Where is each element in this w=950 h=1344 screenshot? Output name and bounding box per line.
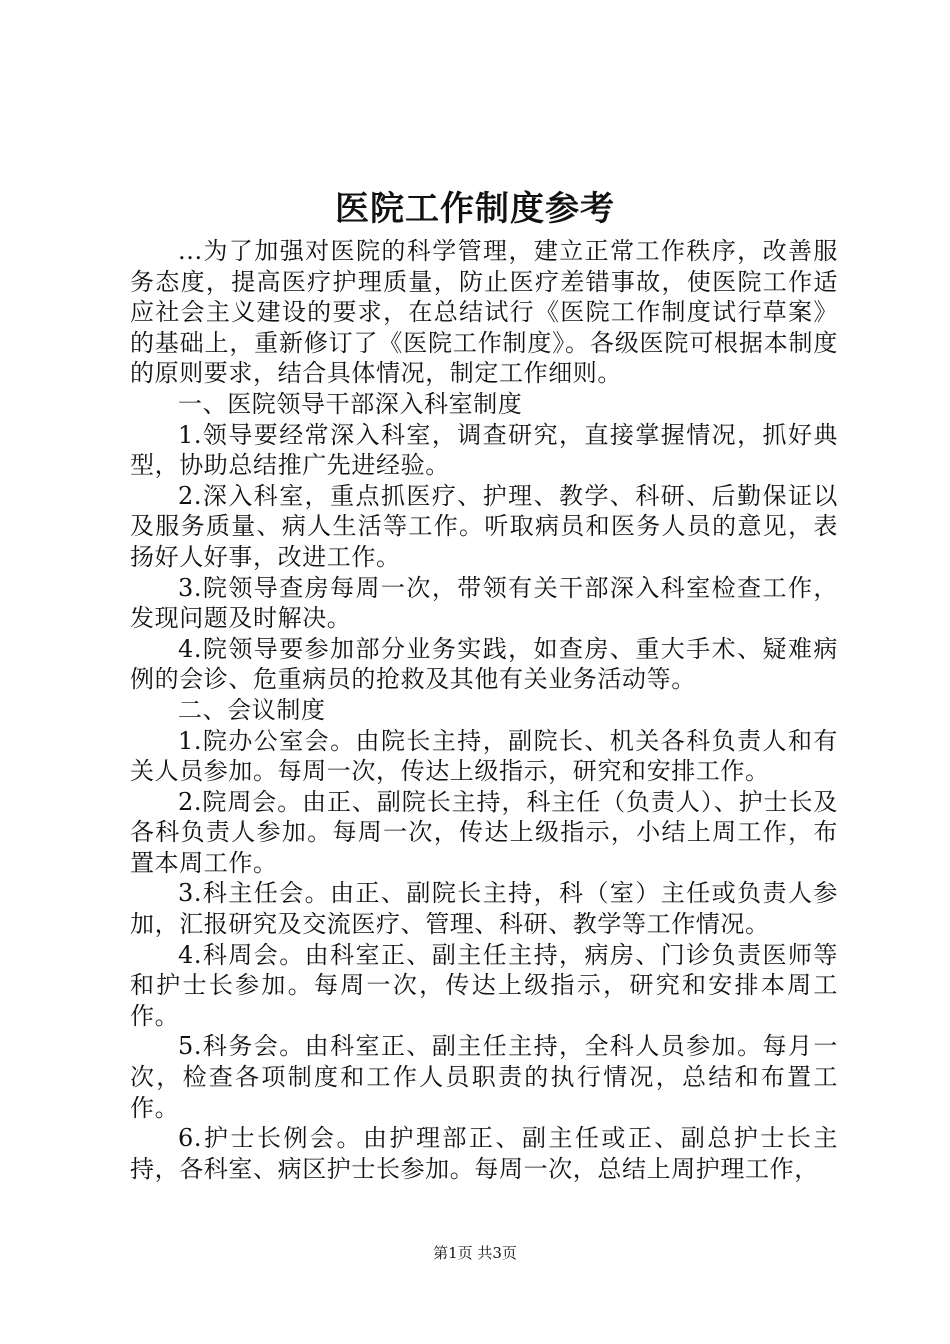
paragraph: 4.科周会。由科室正、副主任主持，病房、门诊负责医师等和护士长参加。每周一次，传达上级指示，研究和安排本周工作。: [130, 940, 838, 1030]
paragraph: 6.护士长例会。由护理部正、副主任或正、副总护士长主持，各科室、病区护士长参加。每周一次，总结上周护理工作，: [130, 1124, 838, 1183]
paragraph: 3.科主任会。由正、副院长主持，科（室）主任或负责人参加，汇报研究及交流医疗、管理、科研、教学等工作情况。: [130, 879, 838, 939]
document-body: [130, 236, 838, 1184]
section-heading: 二、会议制度: [178, 695, 326, 724]
document-title: 医院工作制度参考: [335, 189, 615, 229]
paragraph: 2.院周会。由正、副院长主持，科主任（负责人）、护士长及各科负责人参加。每周一次，传达上级指示，小结上周工作，布置本周工作。: [130, 787, 838, 877]
paragraph-intro: ...为了加强对医院的科学管理，建立正常工作秩序，改善服务态度，提高医疗护理质量，防止医疗差错事故，使医院工作适应社会主义建设的要求，在总结试行《医院工作制度试行草案》的基础上，重新修订了《医院工作制度》。各级医院可根据本制度的原则要求，结合具体情况，制定工作细则。: [130, 237, 838, 388]
section-heading: 一、医院领导干部深入科室制度: [178, 389, 523, 418]
paragraph: 1.领导要经常深入科室，调查研究，直接掌握情况，抓好典型，协助总结推广先进经验。: [130, 420, 838, 480]
paragraph: 4.院领导要参加部分业务实践，如查房、重大手术、疑难病例的会诊、危重病员的抢救及其他有关业务活动等。: [130, 634, 838, 694]
page-footer: 第1页 共3页: [433, 1244, 517, 1262]
paragraph: 5.科务会。由科室正、副主任主持，全科人员参加。每月一次，检查各项制度和工作人员职责的执行情况，总结和布置工作。: [130, 1032, 838, 1122]
paragraph: 1.院办公室会。由院长主持，副院长、机关各科负责人和有关人员参加。每周一次，传达上级指示，研究和安排工作。: [130, 726, 838, 786]
paragraph: 3.院领导查房每周一次，带领有关干部深入科室检查工作，发现问题及时解决。: [130, 573, 838, 633]
paragraph: 2.深入科室，重点抓医疗、护理、教学、科研、后勤保证以及服务质量、病人生活等工作。听取病员和医务人员的意见，表扬好人好事，改进工作。: [130, 481, 838, 571]
